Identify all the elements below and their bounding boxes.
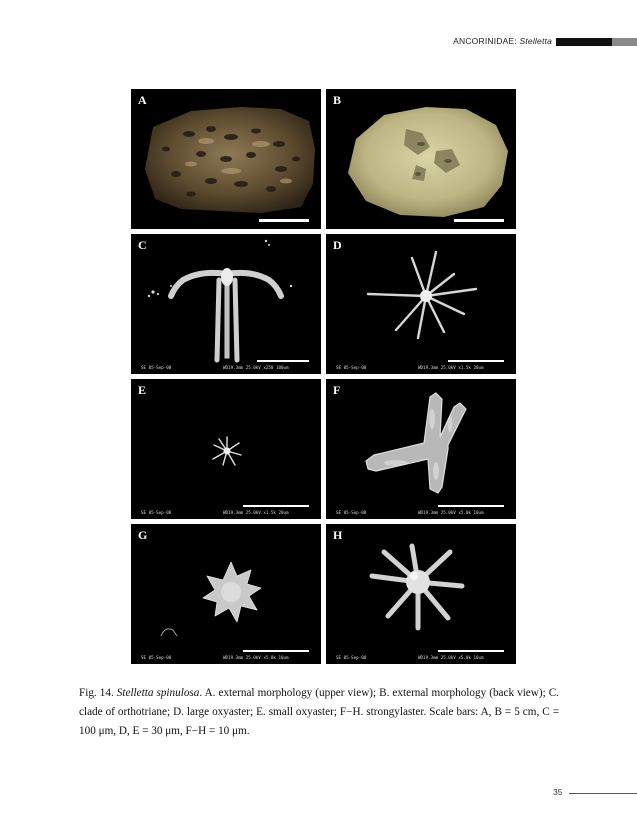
- panel-a-photo: [131, 89, 321, 229]
- panel-h-label: H: [333, 528, 343, 542]
- panel-f-info-left: SE 05-Sep-08: [336, 510, 367, 515]
- page-number-rule: [569, 793, 637, 794]
- panel-c-info-right: WD19.3mm 25.0kV x250 100um: [223, 365, 289, 370]
- panel-d-label: D: [333, 238, 342, 252]
- panel-f-sem: [326, 379, 516, 519]
- panel-g: [131, 524, 321, 664]
- panel-c-info-left: SE 05-Sep-08: [141, 365, 172, 370]
- panel-f-info-right: WD19.3mm 25.0kV x5.0k 10um: [418, 510, 484, 515]
- figure-plate: [131, 89, 516, 664]
- caption-species: Stelletta spinulosa: [116, 687, 200, 699]
- panel-c: [131, 234, 321, 374]
- panel-a-label: A: [138, 93, 147, 107]
- panel-g-sem: [131, 524, 321, 664]
- panel-d-sem: [326, 234, 516, 374]
- panel-h-sem: [326, 524, 516, 664]
- figure-caption: [79, 684, 559, 741]
- caption-prefix: Fig. 14.: [79, 687, 117, 699]
- header-genus: Stelletta: [519, 36, 552, 46]
- panel-c-label: C: [138, 238, 147, 252]
- panel-f-label: F: [333, 383, 341, 397]
- panel-f: [326, 379, 516, 519]
- panel-b-photo: [326, 89, 516, 229]
- panel-a: [131, 89, 321, 229]
- panel-g-label: G: [138, 528, 148, 542]
- running-header: [0, 36, 637, 50]
- panel-h-info-left: SE 05-Sep-08: [336, 655, 367, 660]
- panel-e: [131, 379, 321, 519]
- panel-c-sem: [131, 234, 321, 374]
- header-bar-gray: [612, 38, 637, 46]
- panel-b-label: B: [333, 93, 342, 107]
- panel-e-info-left: SE 05-Sep-08: [141, 510, 172, 515]
- panel-h-info-right: WD19.3mm 25.0kV x5.0k 10um: [418, 655, 484, 660]
- panel-d: [326, 234, 516, 374]
- panel-e-info-right: WD19.3mm 25.0kV x1.5k 20um: [223, 510, 289, 515]
- panel-e-sem: [131, 379, 321, 519]
- header-family: ANCORINIDAE:: [453, 36, 520, 46]
- panel-b: [326, 89, 516, 229]
- panel-g-info-left: SE 05-Sep-08: [141, 655, 172, 660]
- panel-d-info-left: SE 05-Sep-08: [336, 365, 367, 370]
- header-bar-dark: [556, 38, 612, 46]
- panel-g-info-right: WD19.3mm 25.0kV x5.0k 10um: [223, 655, 289, 660]
- page-number: 35: [553, 787, 563, 797]
- running-header-text: [453, 36, 552, 46]
- panel-d-info-right: WD19.3mm 25.0kV x1.5k 20um: [418, 365, 484, 370]
- panel-h: [326, 524, 516, 664]
- panel-e-label: E: [138, 383, 147, 397]
- caption-body: . A. external morphology (upper view); B. external morphology (back view); C. clade of orthotriane; D. large oxyaster; E. small oxyaster; F−H. strongylaster. Scale bars: A, B = 5 cm, C = 100 μm, D, E = 30 μm, F−H = 10 μm.: [79, 687, 559, 737]
